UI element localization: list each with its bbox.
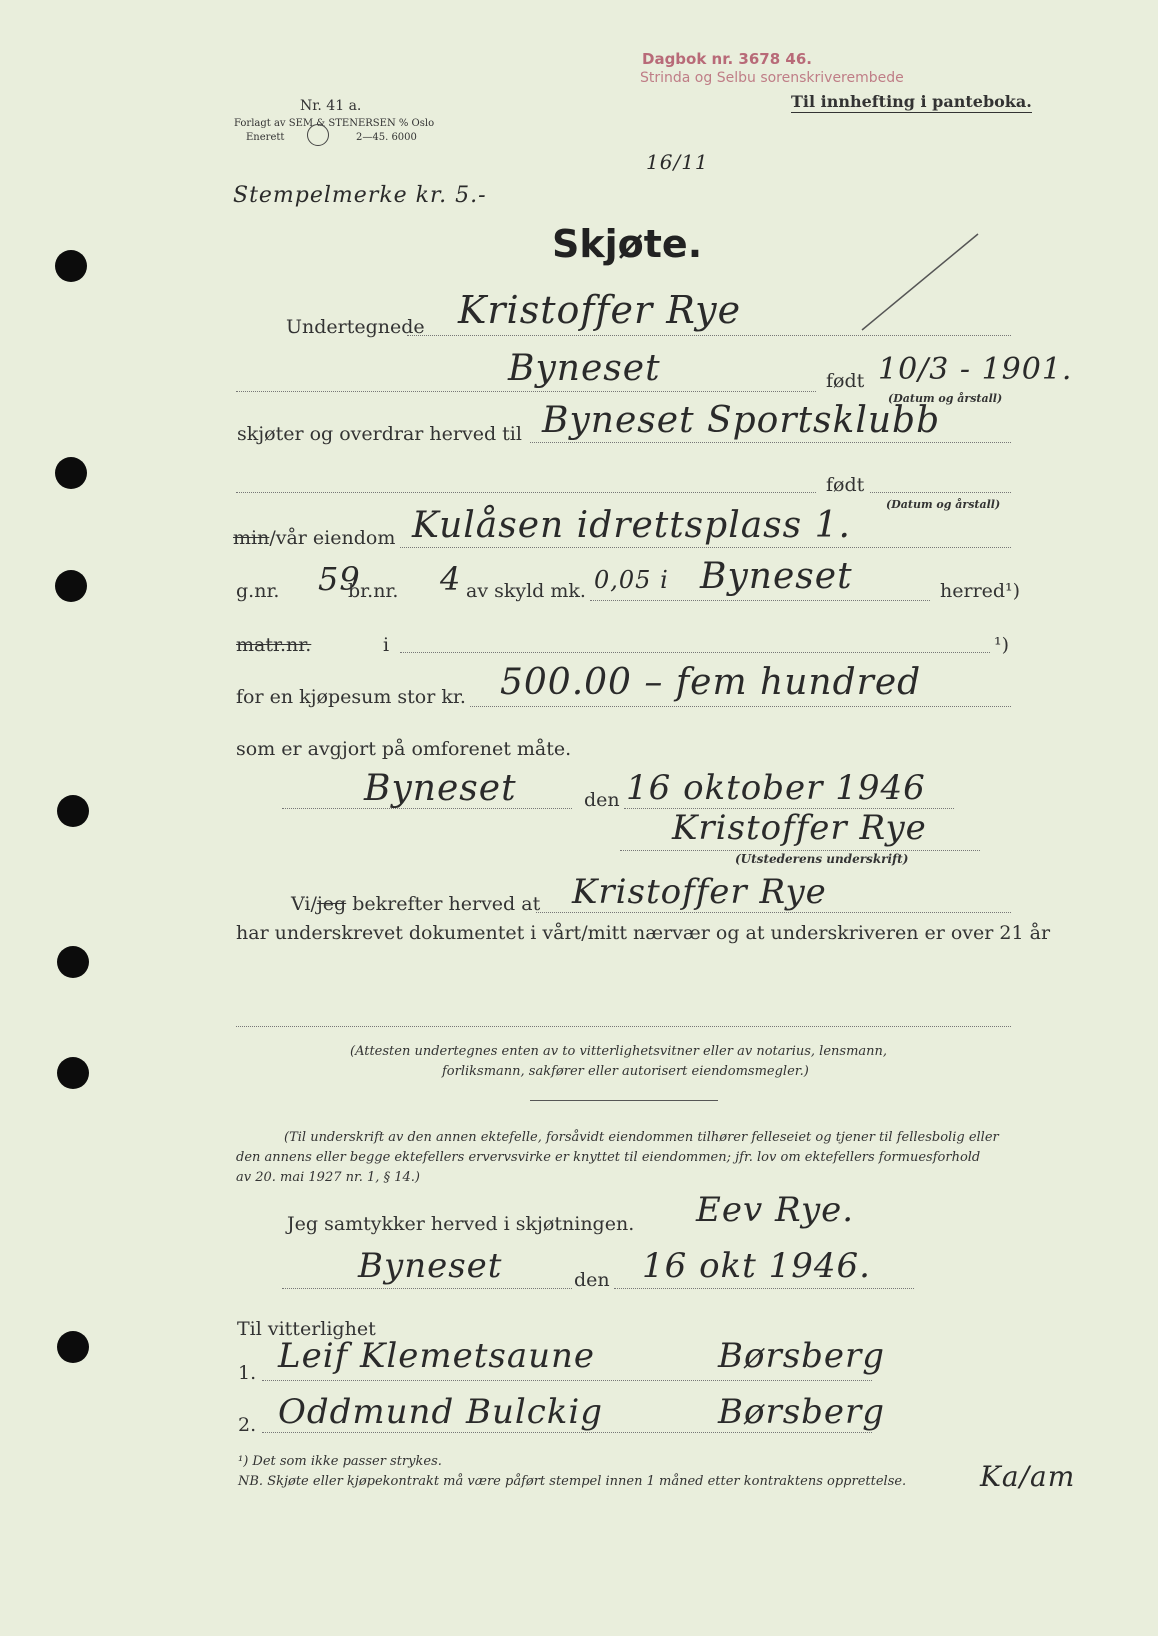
publisher-line: Forlagt av SEM & STENERSEN % Oslo [234,118,435,129]
attest-note: forliksmann, sakfører eller autorisert eiendomsmegler.) [442,1064,809,1079]
margin-initials: Ka/am [980,1460,1076,1493]
undersigned-label: Undertegnede [286,316,425,338]
price-value: 500.00 – fem hundred [500,662,922,703]
form-number: Nr. 41 a. [300,98,362,114]
witness-number: 1. [238,1362,257,1384]
fill-line [530,442,1011,443]
fill-line [236,492,816,493]
struck-text: jeg [316,893,347,915]
divider [530,1100,718,1101]
born-label: født [826,370,865,392]
witness-number: 2. [238,1414,257,1436]
punch-hole [57,1331,89,1363]
undersigned-name: Kristoffer Rye [458,288,742,332]
punch-hole [55,570,87,602]
date-hint: (Datum og årstall) [888,392,1003,405]
fill-line [620,850,980,851]
price-label: for en kjøpesum stor kr. [236,686,466,708]
place-signed: Byneset [364,768,517,809]
witness-name: Leif Klemetsaune [278,1336,596,1376]
publisher-code: 2—45. 6000 [356,132,417,143]
struck-text: min [233,527,270,549]
fill-line [236,1026,1011,1027]
spouse-note: av 20. mai 1927 nr. 1, § 14.) [236,1170,420,1185]
fill-line [590,600,930,601]
journal-stamp: Dagbok nr. 3678 46. [642,50,812,68]
fill-line [536,912,1011,913]
herred-value: Byneset [700,556,853,597]
punch-hole [55,457,87,489]
consent-signature: Eev Rye. [696,1190,855,1230]
publisher-line: Enerett [246,132,285,143]
confirm-name: Kristoffer Rye [572,872,827,912]
confirm-text: har underskrevet dokumentet i vårt/mitt nærvær og at underskriveren er over 21 år [236,922,1051,944]
herred-label: herred¹) [940,580,1021,602]
property-name: Kulåsen idrettsplass 1. [412,505,851,546]
buyer-date-hint: (Datum og årstall) [886,498,1001,511]
property-label: min/vår eiendom [233,527,396,549]
witness-place: Børsberg [718,1392,886,1432]
nb-note: NB. Skjøte eller kjøpekontrakt må være påført stempel innen 1 måned etter kontraktens opprettelse. [238,1474,907,1489]
publisher-logo [307,124,329,146]
fill-line [282,1288,572,1289]
spouse-note: den annens eller begge ektefellers ervervsvirke er knyttet til eiendommen; jfr. lov om ektefellers formuesforhold [236,1150,981,1165]
i-label: i [383,634,390,656]
gnr-label: g.nr. [236,580,280,602]
filing-note: Til innhefting i panteboka. [791,92,1032,111]
fill-line [262,1432,872,1433]
attest-note: (Attesten undertegnes enten av to vitterlighetsvitner eller av notarius, lensmann, [350,1044,888,1059]
fill-line [870,492,1011,493]
pen-stroke-mark [860,230,980,340]
buyer-born-label: født [826,474,865,496]
brnr-value: 4 [440,560,462,598]
stamp-duty-note: Stempelmerke kr. 5.- [233,183,487,208]
consent-den-label: den [574,1269,610,1291]
fill-line [400,652,990,653]
struck-text: matr.nr. [236,634,312,656]
footnote: ¹) Det som ikke passer strykes. [238,1454,442,1469]
settled-text: som er avgjort på omforenet måte. [236,738,572,760]
skyld-value: 0,05 i [594,566,669,594]
buyer-name: Byneset Sportsklubb [542,400,941,441]
consent-label: Jeg samtykker herved i skjøtningen. [287,1213,635,1235]
date-signed: 16 oktober 1946 [626,768,926,808]
witness-place: Børsberg [718,1336,886,1376]
witness-confirm-label: Vi/jeg bekrefter herved at [291,893,541,915]
gnr-value: 59 [318,560,361,598]
witness-name: Oddmund Bulckig [278,1392,604,1432]
document-title: Skjøte. [552,222,703,266]
consent-date: 16 okt 1946. [642,1246,871,1286]
issuer-signature-hint: (Utstederens underskrift) [735,852,909,866]
punch-hole [55,250,87,282]
den-label: den [584,789,620,811]
fill-line [470,706,1011,707]
brnr-label: br.nr. [348,580,399,602]
fill-line [262,1380,872,1381]
punch-hole [57,946,89,978]
spouse-note: (Til underskrift av den annen ektefelle, forsåvidt eiendommen tilhører felleseiet og tjener til fellesbolig eller [284,1130,999,1145]
seller-place: Byneset [508,348,661,389]
punch-hole [57,1057,89,1089]
fill-line [236,391,816,392]
fill-line [400,547,1011,548]
seller-born-date: 10/3 - 1901. [878,352,1073,387]
footnote-mark: ¹) [994,634,1010,656]
skyld-label: av skyld mk. [466,580,586,602]
consent-place: Byneset [358,1246,503,1286]
punch-hole [57,795,89,827]
issuer-signature: Kristoffer Rye [672,808,927,848]
fill-line [614,1288,914,1289]
matr-label [236,634,311,656]
margin-date: 16/11 [646,150,709,174]
court-stamp: Strinda og Selbu sorenskriverembede [640,70,904,86]
transfer-label: skjøter og overdrar herved til [237,423,522,445]
witness-label: Til vitterlighet [237,1318,376,1340]
